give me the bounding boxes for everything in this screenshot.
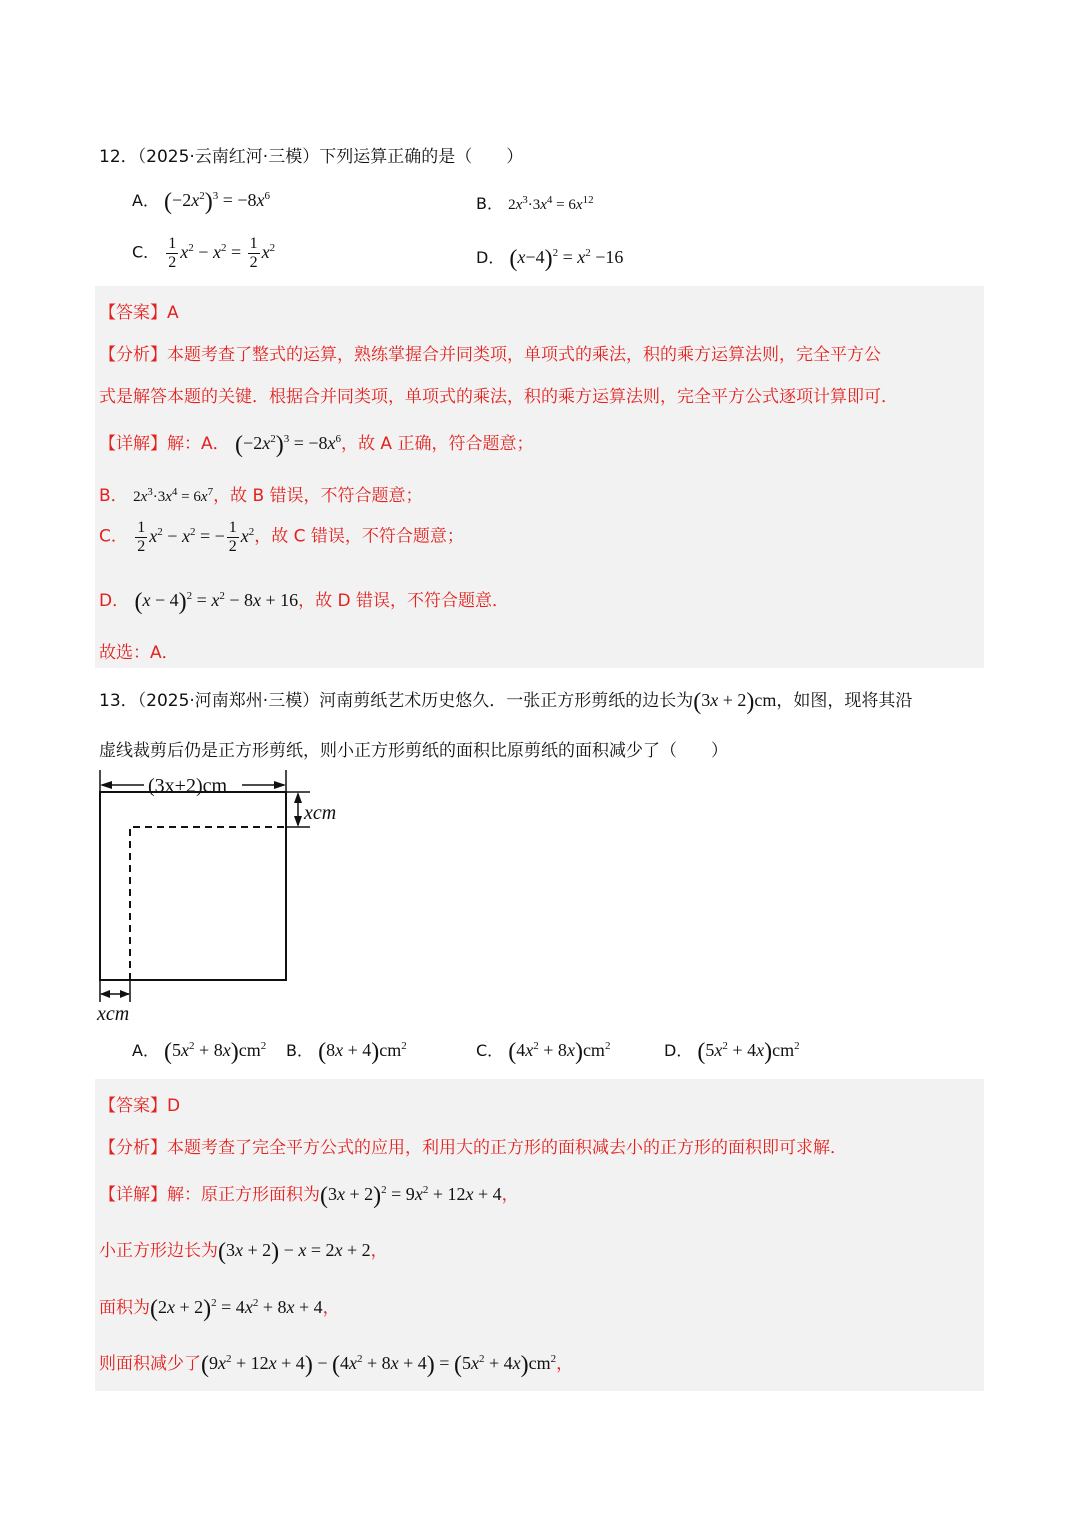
outer-square: [100, 792, 286, 980]
q13-answer: [99, 1091, 180, 1116]
q13-detail-expr3: $(2x + 2)^2 = 4x^2 + 8x + 4$: [150, 1296, 323, 1322]
detail-d-tail: ，故 D 错误，不符合题意．: [298, 591, 510, 611]
q12-detail-d-expr: $(x - 4)^2 = x^2 - 8x + 16$: [134, 589, 299, 615]
q13-detail-expr2: (3x + 2) − x = 2x + 2: [218, 1239, 371, 1265]
option-label: C．: [132, 242, 160, 262]
comma: ，: [322, 1298, 340, 1318]
q13-option-d-expr: $(5x^2 + 4x)cm^2$: [697, 1039, 800, 1065]
q12-option-d[interactable]: [476, 245, 623, 273]
analysis-text: 本题考查了完全平方公式的应用，利用大的正方形的面积减去小的正方形的面积即可求解．: [167, 1138, 847, 1158]
detail-c-tail: ，故 C 错误，不符合题意；: [254, 526, 464, 547]
arrow-left: [100, 781, 112, 789]
option-label: B．: [286, 1041, 313, 1060]
arrow-up: [294, 792, 302, 803]
analysis-tag: 【分析】: [99, 345, 167, 365]
q12-analysis-line1: [99, 340, 881, 365]
q13-detail-line4: [99, 1349, 573, 1379]
answer-value: D: [167, 1096, 181, 1116]
q12-option-b-expr: $2x^3\cdot 3x^4 = 6x^{12}$: [508, 194, 594, 213]
q13-figure: [92, 770, 362, 1025]
detail-c-label: C．: [99, 526, 128, 547]
q12-detail-b-expr: $2x^3\cdot 3x^4 = 6x^7$: [133, 486, 214, 505]
detail-tag: 【详解】: [99, 1185, 167, 1205]
stem-text: 13．（2025·河南郑州·三模）河南剪纸艺术历史悠久．一张正方形剪纸的边长为: [99, 691, 694, 711]
option-label: C．: [476, 1041, 504, 1060]
q13-stem-line2: 虚线裁剪后仍是正方形剪纸，则小正方形剪纸的面积比原剪纸的面积减少了（ ）: [99, 741, 728, 761]
detail-line2-label: 小正方形边长为: [99, 1241, 218, 1261]
detail-b-tail: ，故 B 错误，不符合题意；: [213, 486, 423, 506]
detail-line3-label: 面积为: [99, 1298, 150, 1318]
q12-detail-a: [99, 429, 533, 459]
q12-option-c-expr: $\frac{1}{2}$ $x^2 - x^2$ = $\frac{1}{2}$ $x^2$: [168, 235, 276, 271]
q12-detail-a-expr: $(-2x^2)^3 = -8x^6$: [235, 432, 342, 458]
detail-b-label: B．: [99, 486, 128, 506]
q13-option-d[interactable]: [664, 1038, 800, 1066]
detail-intro: 解：原正方形面积为: [167, 1185, 320, 1205]
q13-option-a[interactable]: [132, 1038, 266, 1066]
analysis-text: 本题考查了整式的运算，熟练掌握合并同类项，单项式的乘法，积的乘方运算法则，完全平方公: [167, 345, 881, 365]
q12-final: 故选：A．: [99, 643, 179, 663]
detail-tag: 【详解】: [99, 434, 167, 454]
q13-detail-expr4: $(9x^2 + 12x + 4) - (4x^2 + 8x + 4) = (5x^2 + 4x)cm^2$: [201, 1352, 557, 1378]
detail-d-label: D．: [99, 591, 130, 611]
q13-detail-expr1: $(3x + 2)^2 = 9x^2 + 12x + 4$: [320, 1183, 502, 1209]
analysis-tag: 【分析】: [99, 1138, 167, 1158]
q12-option-d-expr: $(x-4)^2 = x^2 -16$: [509, 246, 624, 272]
comma: ，: [501, 1185, 519, 1205]
q12-option-a-expr: $(-2x^2)^3 = -8x^6$: [164, 189, 271, 215]
q13-analysis: [99, 1133, 847, 1158]
answer-tag: 【答案】: [99, 1096, 167, 1116]
q12-answer: [99, 298, 179, 323]
q13-stem-expr: (3x + 2)cm: [693, 689, 777, 715]
q13-option-a-expr: $(5x^2 + 8x)cm^2$: [164, 1039, 267, 1065]
q12-detail-c-expr: $\frac{1}{2}$ $x^2 - x^2$ = − $\frac{1}{2}$ $x^2$: [137, 519, 255, 555]
q12-detail-b: [99, 481, 423, 506]
detail-intro: 解：A．: [167, 434, 230, 454]
arrow-right: [274, 781, 286, 789]
q12-analysis-line2: 式是解答本题的关键．根据合并同类项，单项式的乘法，积的乘方运算法则，完全平方公式逐项计算即可．: [99, 387, 898, 407]
arrow-bl: [100, 990, 110, 998]
arrow-br: [120, 990, 130, 998]
top-dimension-label: (3x+2)cm: [148, 775, 228, 797]
q13-detail-line2: [99, 1236, 388, 1266]
option-label: D．: [476, 248, 505, 267]
q12-option-a[interactable]: [132, 188, 270, 216]
q13-option-b-expr: $(8x + 4)cm^2$: [318, 1039, 407, 1065]
option-label: A．: [132, 191, 159, 210]
answer-tag: 【答案】: [99, 303, 167, 323]
q13-detail-line3: [99, 1293, 340, 1323]
cut-line: [130, 827, 286, 980]
q13-solution-box: [95, 1079, 984, 1391]
option-label: A．: [132, 1041, 159, 1060]
detail-a-tail: ，故 A 正确，符合题意；: [341, 434, 534, 454]
q13-option-c[interactable]: [476, 1038, 610, 1066]
option-label: D．: [664, 1041, 693, 1060]
q12-option-c[interactable]: [132, 236, 275, 271]
q12-option-b[interactable]: [476, 191, 594, 214]
q13-detail-line1: [99, 1180, 519, 1210]
comma: ，: [556, 1354, 574, 1374]
answer-value: A: [167, 303, 179, 323]
q13-stem-line1: [99, 686, 912, 716]
bottom-dimension-label: xcm: [97, 1003, 130, 1025]
q12-detail-d: [99, 586, 509, 616]
comma: ，: [370, 1241, 388, 1261]
arrow-down: [294, 816, 302, 827]
stem-tail: ，如图，现将其沿: [776, 691, 913, 711]
q12-detail-c: [99, 520, 464, 555]
right-dimension-label: xcm: [304, 802, 337, 824]
detail-line4-label: 则面积减少了: [99, 1354, 201, 1374]
q13-option-c-expr: $(4x^2 + 8x)cm^2$: [508, 1039, 611, 1065]
option-label: B．: [476, 194, 503, 213]
q12-stem: 12．（2025·云南红河·三模）下列运算正确的是（ ）: [99, 147, 524, 167]
q13-option-b[interactable]: [286, 1038, 407, 1066]
